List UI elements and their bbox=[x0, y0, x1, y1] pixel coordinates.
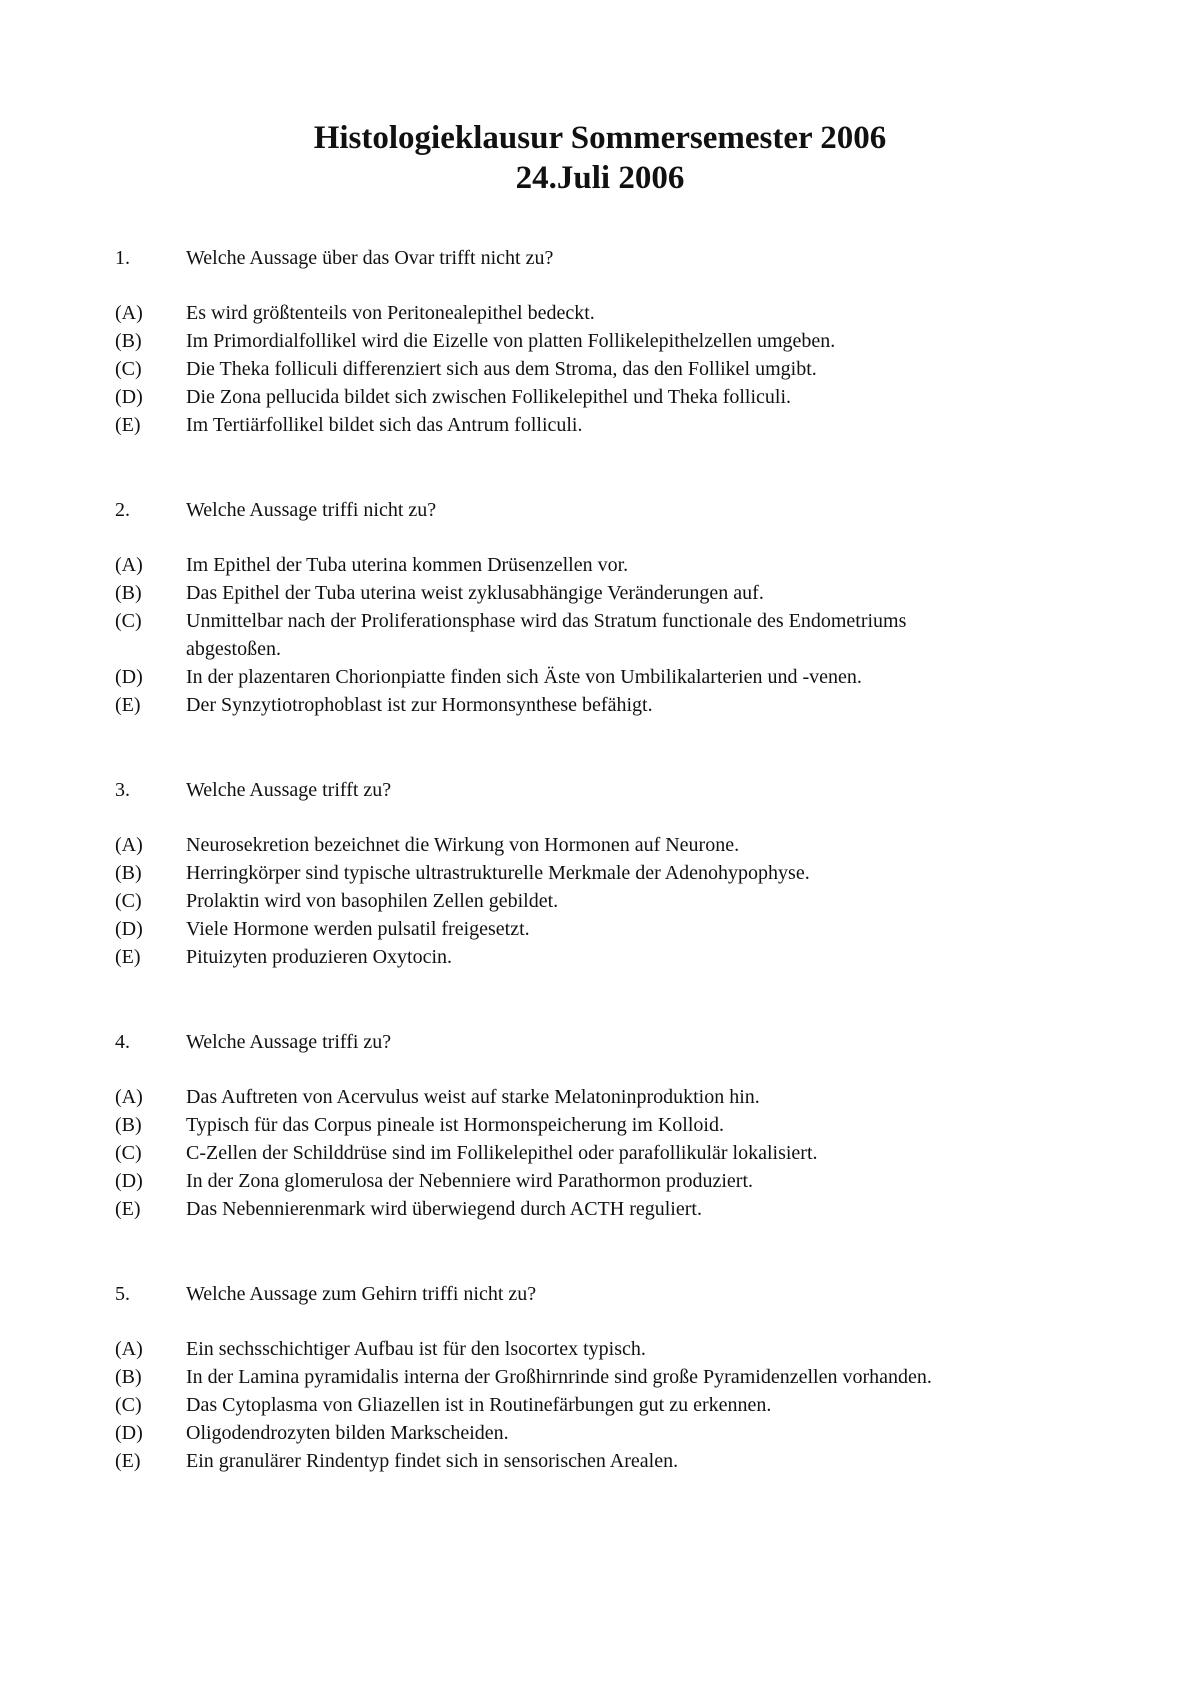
option-label: (B) bbox=[115, 582, 142, 604]
answer-option-d bbox=[0, 1167, 1200, 1195]
answer-option-a bbox=[0, 299, 1200, 327]
question-stem bbox=[0, 244, 1200, 272]
answer-option-e bbox=[0, 943, 1200, 971]
option-text: Die Theka folliculi differenziert sich aus dem Stroma, das den Follikel umgibt. bbox=[186, 358, 817, 380]
option-label: (D) bbox=[115, 666, 143, 688]
question-number: 5. bbox=[115, 1283, 130, 1305]
answer-option-b bbox=[0, 1363, 1200, 1391]
option-text: In der Lamina pyramidalis interna der Großhirnrinde sind große Pyramidenzellen vorhanden. bbox=[186, 1366, 932, 1388]
answer-option-c bbox=[0, 607, 1200, 663]
question-number: 3. bbox=[115, 779, 130, 801]
option-text: Herringkörper sind typische ultrastrukturelle Merkmale der Adenohypophyse. bbox=[186, 862, 810, 884]
option-label: (D) bbox=[115, 386, 143, 408]
question-4 bbox=[0, 1028, 1200, 1223]
answer-option-a bbox=[0, 1335, 1200, 1363]
option-label: (E) bbox=[115, 946, 141, 968]
question-text: Welche Aussage trifft zu? bbox=[186, 779, 392, 801]
option-label: (C) bbox=[115, 1394, 142, 1416]
question-1 bbox=[0, 244, 1200, 439]
question-number: 1. bbox=[115, 247, 130, 269]
option-text: Die Zona pellucida bildet sich zwischen Follikelepithel und Theka folliculi. bbox=[186, 386, 792, 408]
answer-option-a bbox=[0, 831, 1200, 859]
option-label: (B) bbox=[115, 1366, 142, 1388]
question-number: 4. bbox=[115, 1031, 130, 1053]
option-label: (D) bbox=[115, 1422, 143, 1444]
option-text: Ein sechsschichtiger Aufbau ist für den lsocortex typisch. bbox=[186, 1338, 646, 1360]
question-text: Welche Aussage zum Gehirn triffi nicht zu? bbox=[186, 1283, 537, 1305]
answer-option-e bbox=[0, 411, 1200, 439]
option-label: (E) bbox=[115, 694, 141, 716]
option-label: (A) bbox=[115, 1338, 143, 1360]
option-text: In der plazentaren Chorionpiatte finden sich Äste von Umbilikalarterien und -venen. bbox=[186, 666, 862, 688]
option-text: Ein granulärer Rindentyp findet sich in sensorischen Arealen. bbox=[186, 1450, 679, 1472]
option-label: (E) bbox=[115, 414, 141, 436]
option-text: Pituizyten produzieren Oxytocin. bbox=[186, 946, 453, 968]
answer-option-c bbox=[0, 887, 1200, 915]
option-text: Im Tertiärfollikel bildet sich das Antrum folliculi. bbox=[186, 414, 583, 436]
answer-option-b bbox=[0, 1111, 1200, 1139]
option-text: Viele Hormone werden pulsatil freigesetzt. bbox=[186, 918, 530, 940]
question-text: Welche Aussage triffi nicht zu? bbox=[186, 499, 437, 521]
option-text: Es wird größtenteils von Peritonealepithel bedeckt. bbox=[186, 302, 595, 324]
answer-option-a bbox=[0, 1083, 1200, 1111]
option-text: Das Cytoplasma von Gliazellen ist in Routinefärbungen gut zu erkennen. bbox=[186, 1394, 772, 1416]
option-label: (D) bbox=[115, 1170, 143, 1192]
question-stem bbox=[0, 776, 1200, 804]
option-label: (A) bbox=[115, 554, 143, 576]
option-label: (C) bbox=[115, 610, 142, 632]
option-text: In der Zona glomerulosa der Nebenniere wird Parathormon produziert. bbox=[186, 1170, 754, 1192]
answer-option-b bbox=[0, 327, 1200, 355]
question-stem bbox=[0, 1028, 1200, 1056]
option-label: (A) bbox=[115, 834, 143, 856]
exam-date: 24.Juli 2006 bbox=[515, 160, 685, 196]
answer-option-c bbox=[0, 1391, 1200, 1419]
answer-option-d bbox=[0, 1419, 1200, 1447]
option-label: (A) bbox=[115, 1086, 143, 1108]
answer-option-b bbox=[0, 579, 1200, 607]
option-text: Typisch für das Corpus pineale ist Hormonspeicherung im Kolloid. bbox=[186, 1114, 724, 1136]
option-text: Das Nebennierenmark wird überwiegend durch ACTH reguliert. bbox=[186, 1198, 702, 1220]
option-label: (B) bbox=[115, 330, 142, 352]
option-text: Das Epithel der Tuba uterina weist zyklusabhängige Veränderungen auf. bbox=[186, 582, 764, 604]
option-text: Prolaktin wird von basophilen Zellen gebildet. bbox=[186, 890, 559, 912]
option-label: (B) bbox=[115, 862, 142, 884]
option-text: Das Auftreten von Acervulus weist auf starke Melatoninproduktion hin. bbox=[186, 1086, 760, 1108]
answer-option-e bbox=[0, 1195, 1200, 1223]
option-label: (E) bbox=[115, 1198, 141, 1220]
answer-option-a bbox=[0, 551, 1200, 579]
option-label: (A) bbox=[115, 302, 143, 324]
answer-option-e bbox=[0, 691, 1200, 719]
question-number: 2. bbox=[115, 499, 130, 521]
option-label: (C) bbox=[115, 358, 142, 380]
option-text: Unmittelbar nach der Proliferationsphase wird das Stratum functionale des Endometriums abgestoßen. bbox=[186, 610, 907, 660]
option-text: Im Primordialfollikel wird die Eizelle von platten Follikelepithelzellen umgeben. bbox=[186, 330, 836, 352]
question-stem bbox=[0, 496, 1200, 524]
option-text: Neurosekretion bezeichnet die Wirkung von Hormonen auf Neurone. bbox=[186, 834, 740, 856]
question-text: Welche Aussage über das Ovar trifft nicht zu? bbox=[186, 247, 554, 269]
option-text: Im Epithel der Tuba uterina kommen Drüsenzellen vor. bbox=[186, 554, 629, 576]
page-title: Histologieklausur Sommersemester 2006 bbox=[313, 120, 887, 156]
option-label: (E) bbox=[115, 1450, 141, 1472]
option-label: (C) bbox=[115, 1142, 142, 1164]
question-5 bbox=[0, 1280, 1200, 1475]
answer-option-b bbox=[0, 859, 1200, 887]
option-text: Der Synzytiotrophoblast ist zur Hormonsynthese befähigt. bbox=[186, 694, 653, 716]
option-label: (C) bbox=[115, 890, 142, 912]
question-3 bbox=[0, 776, 1200, 971]
answer-option-c bbox=[0, 355, 1200, 383]
answer-option-e bbox=[0, 1447, 1200, 1475]
option-text: Oligodendrozyten bilden Markscheiden. bbox=[186, 1422, 509, 1444]
answer-option-d bbox=[0, 383, 1200, 411]
answer-option-c bbox=[0, 1139, 1200, 1167]
question-stem bbox=[0, 1280, 1200, 1308]
option-label: (B) bbox=[115, 1114, 142, 1136]
answer-option-d bbox=[0, 663, 1200, 691]
question-text: Welche Aussage triffi zu? bbox=[186, 1031, 392, 1053]
question-2 bbox=[0, 496, 1200, 719]
option-label: (D) bbox=[115, 918, 143, 940]
option-text: C-Zellen der Schilddrüse sind im Follikelepithel oder parafollikulär lokalisiert. bbox=[186, 1142, 818, 1164]
answer-option-d bbox=[0, 915, 1200, 943]
